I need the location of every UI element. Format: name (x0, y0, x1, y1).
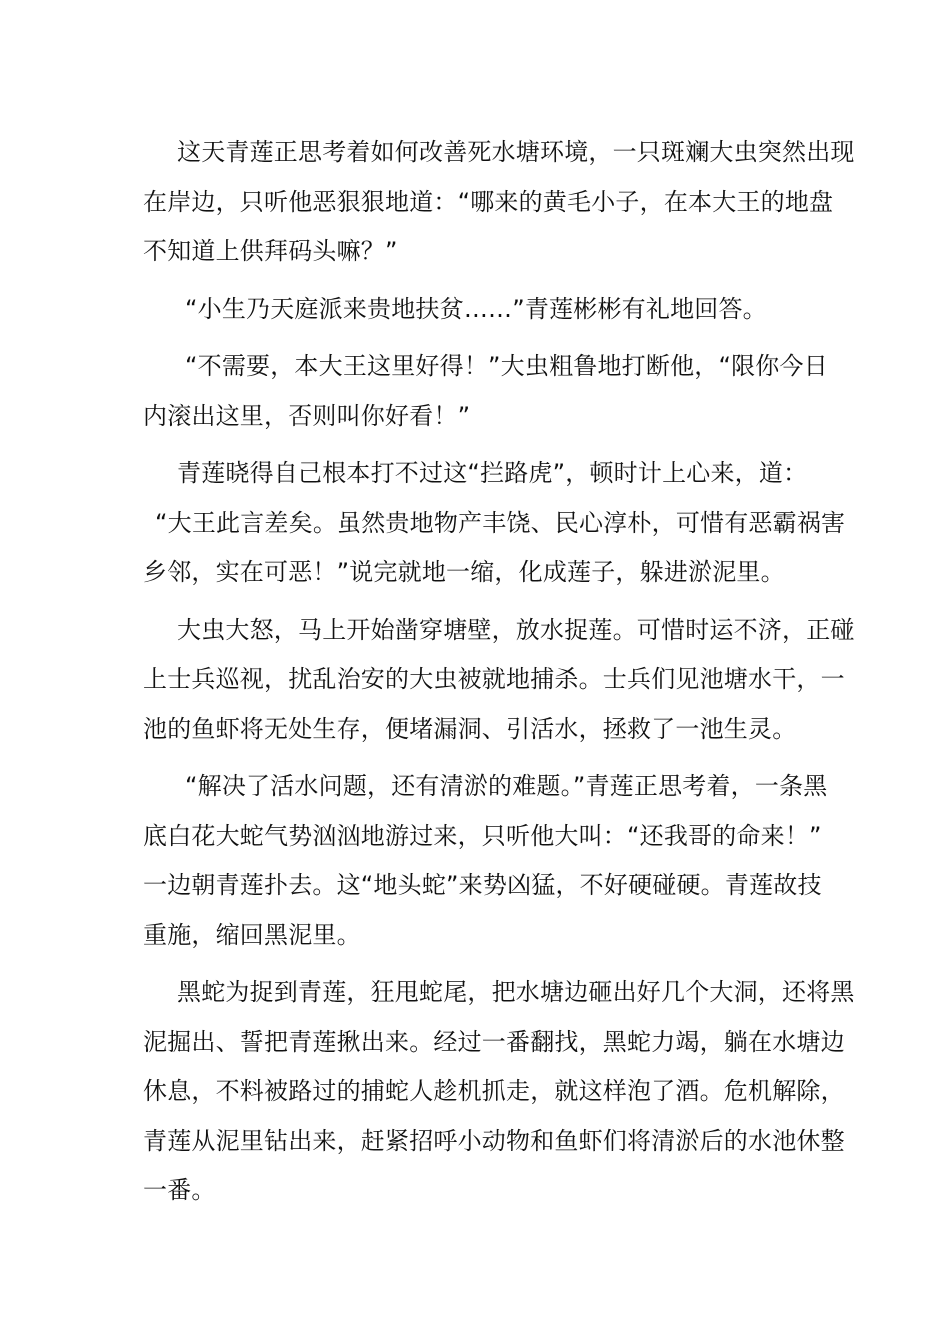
text-line: 大虫大怒，马上开始凿穿塘壁，放水捉莲。可惜时运不济，正碰 (177, 615, 855, 644)
text-line: 青莲晓得自己根本打不过这“拦路虎”，顿时计上心来，道： (177, 459, 808, 487)
text-line: “大王此言差矣。虽然贵地物产丰饶、民心淳朴，可惜有恶霸祸害 (155, 508, 846, 537)
text-line: 一边朝青莲扑去。这“地头蛇”来势凶猛，不好硬碰硬。青莲故技 (143, 871, 822, 899)
paragraph-2 (143, 285, 808, 335)
paragraph-4 (143, 449, 846, 598)
text-line: “不需要，本大王这里好得！”大虫粗鲁地打断他，“限你今日 (185, 352, 828, 380)
text-line: 在岸边，只听他恶狠狠地道：“哪来的黄毛小子，在本大王的地盘 (143, 187, 834, 216)
text-line: 上士兵巡视，扰乱治安的大虫被就地捕杀。士兵们见池塘水干，一 (143, 665, 845, 693)
text-line: “小生乃天庭派来贵地扶贫……”青莲彬彬有礼地回答。 (185, 294, 767, 323)
text-line: 青莲从泥里钻出来，赶紧招呼小动物和鱼虾们将清淤后的水池休整 (143, 1126, 845, 1155)
text-line: 乡邻，实在可恶！”说完就地一缩，化成莲子，躲进淤泥里。 (143, 558, 785, 586)
text-line: 不知道上供拜码头嘛？” (143, 237, 398, 265)
paragraph-5 (143, 606, 855, 755)
text-line: 内滚出这里，否则叫你好看！” (143, 401, 471, 430)
text-line: 重施，缩回黑泥里。 (143, 920, 361, 949)
text-line: 底白花大蛇气势汹汹地游过来，只听他大叫：“还我哥的命来！” (143, 821, 822, 850)
paragraph-1 (143, 128, 855, 277)
text-line: “解决了活水问题，还有清淤的难题。”青莲正思考着，一条黑 (185, 772, 828, 800)
text-line: 这天青莲正思考着如何改善死水塘环境，一只斑斓大虫突然出现 (177, 138, 855, 166)
text-line: 泥掘出、誓把青莲揪出来。经过一番翻找，黑蛇力竭，躺在水塘边 (143, 1027, 845, 1056)
text-line: 休息，不料被路过的捕蛇人趁机抓走，就这样泡了酒。危机解除， (143, 1077, 845, 1105)
paragraph-3 (143, 342, 828, 441)
text-line: 池的鱼虾将无处生存，便堵漏洞、引活水，拯救了一池生灵。 (143, 714, 797, 743)
text-line: 黑蛇为捉到青莲，狂甩蛇尾，把水塘边砸出好几个大洞，还将黑 (177, 978, 855, 1006)
paragraph-7 (143, 968, 855, 1216)
text-line: 一番。 (143, 1176, 216, 1204)
story-text (143, 128, 855, 1224)
paragraph-6 (143, 762, 828, 960)
